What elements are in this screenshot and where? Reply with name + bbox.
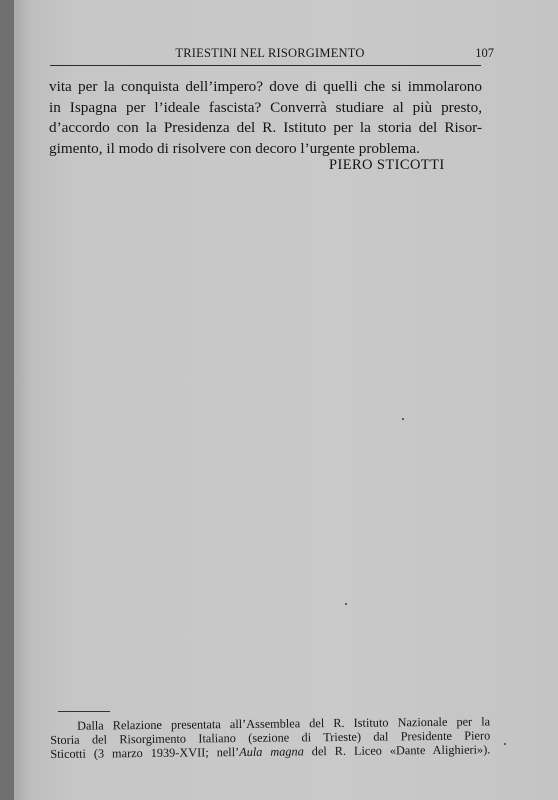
running-title: TRIESTINI NEL RISORGIMENTO — [175, 46, 365, 60]
body-line: in Ispagna per l’ideale fascista? Converrà studiare al più presto, — [49, 98, 482, 116]
book-page — [14, 0, 558, 800]
author-signature: PIERO STICOTTI — [329, 157, 445, 173]
paper-speck — [345, 603, 347, 605]
footnote-text: del R. Liceo «Dante Alighieri»). — [303, 742, 491, 759]
page-number: 107 — [475, 46, 494, 60]
footnote-italic: Aula magna — [239, 744, 304, 760]
body-paragraph — [49, 77, 482, 159]
paper-speck — [504, 743, 506, 745]
running-head — [50, 46, 494, 64]
footnote-rule — [58, 711, 110, 712]
header-rule — [50, 65, 481, 66]
footnote-text: Sticotti (3 marzo 1939-XVII; nell’ — [50, 745, 240, 761]
footnote — [50, 714, 490, 761]
footnote-line: Dalla Relazione presentata all’Assemblea del R. Istituto Nazionale per la — [76, 714, 491, 733]
body-line: vita per la conquista dell’impero? dove di quelli che si immolarono — [49, 78, 482, 95]
paper-speck — [402, 418, 404, 420]
body-line: d’accordo con la Presidenza del R. Istituto per la storia del Risor- — [49, 119, 482, 136]
body-line: gimento, il modo di risolvere con decoro l’urgente problema. — [49, 139, 420, 157]
footnote-line: Storia del Risorgimento Italiano (sezione di Trieste) dal Presidente Piero — [50, 728, 491, 747]
